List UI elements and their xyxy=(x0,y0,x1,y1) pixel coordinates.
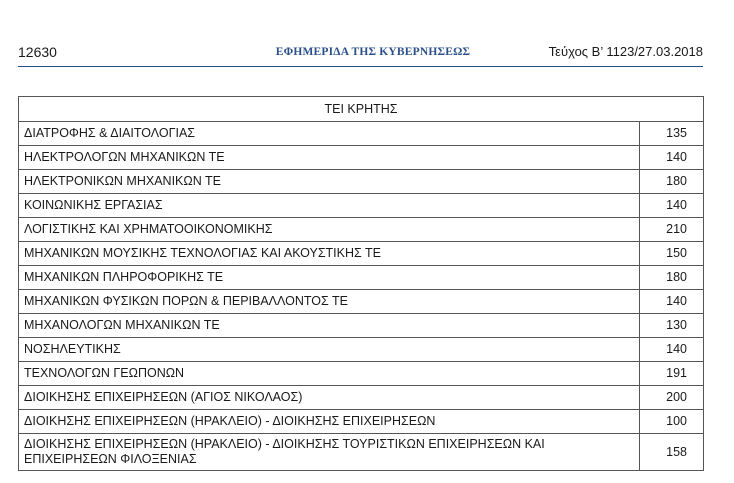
department-name: ΜΗΧΑΝΙΚΩΝ ΠΛΗΡΟΦΟΡΙΚΗΣ ΤΕ xyxy=(19,266,640,290)
department-name: ΝΟΣΗΛΕΥΤΙΚΗΣ xyxy=(19,338,640,362)
table-row xyxy=(19,146,704,170)
department-name: ΔΙΟΙΚΗΣΗΣ ΕΠΙΧΕΙΡΗΣΕΩΝ (ΗΡΑΚΛΕΙΟ) - ΔΙΟΙΚΗΣΗΣ ΤΟΥΡΙΣΤΙΚΩΝ ΕΠΙΧΕΙΡΗΣΕΩΝ ΚΑΙ ΕΠΙΧΕΙΡΗΣΕΩΝ ΦΙΛΟΞΕΝΙΑΣ xyxy=(19,434,640,471)
department-name: ΜΗΧΑΝΟΛΟΓΩΝ ΜΗΧΑΝΙΚΩΝ ΤΕ xyxy=(19,314,640,338)
issue-reference: Τεύχος Β’ 1123/27.03.2018 xyxy=(548,44,703,59)
table-row xyxy=(19,362,704,386)
department-value: 140 xyxy=(640,290,704,314)
department-name: ΤΕΧΝΟΛΟΓΩΝ ΓΕΩΠΟΝΩΝ xyxy=(19,362,640,386)
department-name: ΔΙΟΙΚΗΣΗΣ ΕΠΙΧΕΙΡΗΣΕΩΝ (ΗΡΑΚΛΕΙΟ) - ΔΙΟΙΚΗΣΗΣ ΕΠΙΧΕΙΡΗΣΕΩΝ xyxy=(19,410,640,434)
table-row xyxy=(19,266,704,290)
table-row xyxy=(19,242,704,266)
department-value: 150 xyxy=(640,242,704,266)
page-number: 12630 xyxy=(18,44,57,60)
department-name: ΗΛΕΚΤΡΟΝΙΚΩΝ ΜΗΧΑΝΙΚΩΝ ΤΕ xyxy=(19,170,640,194)
department-name: ΔΙΟΙΚΗΣΗΣ ΕΠΙΧΕΙΡΗΣΕΩΝ (ΑΓΙΟΣ ΝΙΚΟΛΑΟΣ) xyxy=(19,386,640,410)
department-name: ΚΟΙΝΩΝΙΚΗΣ ΕΡΓΑΣΙΑΣ xyxy=(19,194,640,218)
table-row xyxy=(19,434,704,471)
table-title: ΤΕΙ ΚΡΗΤΗΣ xyxy=(19,97,704,122)
table-row xyxy=(19,170,704,194)
department-value: 210 xyxy=(640,218,704,242)
table-row xyxy=(19,218,704,242)
table-row xyxy=(19,338,704,362)
department-value: 140 xyxy=(640,146,704,170)
department-value: 135 xyxy=(640,122,704,146)
department-name: ΜΗΧΑΝΙΚΩΝ ΜΟΥΣΙΚΗΣ ΤΕΧΝΟΛΟΓΙΑΣ ΚΑΙ ΑΚΟΥΣΤΙΚΗΣ ΤΕ xyxy=(19,242,640,266)
department-value: 180 xyxy=(640,266,704,290)
department-name: ΔΙΑΤΡΟΦΗΣ & ΔΙΑΙΤΟΛΟΓΙΑΣ xyxy=(19,122,640,146)
table-row xyxy=(19,122,704,146)
gazette-title: ΕΦΗΜΕΡΙΔΑ ΤΗΣ ΚΥΒΕΡΝΗΣΕΩΣ xyxy=(275,46,471,58)
department-value: 180 xyxy=(640,170,704,194)
department-value: 100 xyxy=(640,410,704,434)
department-name: ΗΛΕΚΤΡΟΛΟΓΩΝ ΜΗΧΑΝΙΚΩΝ ΤΕ xyxy=(19,146,640,170)
department-name: ΜΗΧΑΝΙΚΩΝ ΦΥΣΙΚΩΝ ΠΟΡΩΝ & ΠΕΡΙΒΑΛΛΟΝΤΟΣ ΤΕ xyxy=(19,290,640,314)
table-row xyxy=(19,386,704,410)
department-value: 191 xyxy=(640,362,704,386)
department-name: ΛΟΓΙΣΤΙΚΗΣ ΚΑΙ ΧΡΗΜΑΤΟΟΙΚΟΝΟΜΙΚΗΣ xyxy=(19,218,640,242)
table-row xyxy=(19,410,704,434)
table-row xyxy=(19,194,704,218)
department-value: 200 xyxy=(640,386,704,410)
department-value: 140 xyxy=(640,338,704,362)
page-header xyxy=(18,44,703,67)
table-row xyxy=(19,290,704,314)
department-value: 158 xyxy=(640,434,704,471)
department-value: 140 xyxy=(640,194,704,218)
table-title-row xyxy=(19,97,704,122)
department-value: 130 xyxy=(640,314,704,338)
departments-table xyxy=(18,96,704,471)
table-row xyxy=(19,314,704,338)
